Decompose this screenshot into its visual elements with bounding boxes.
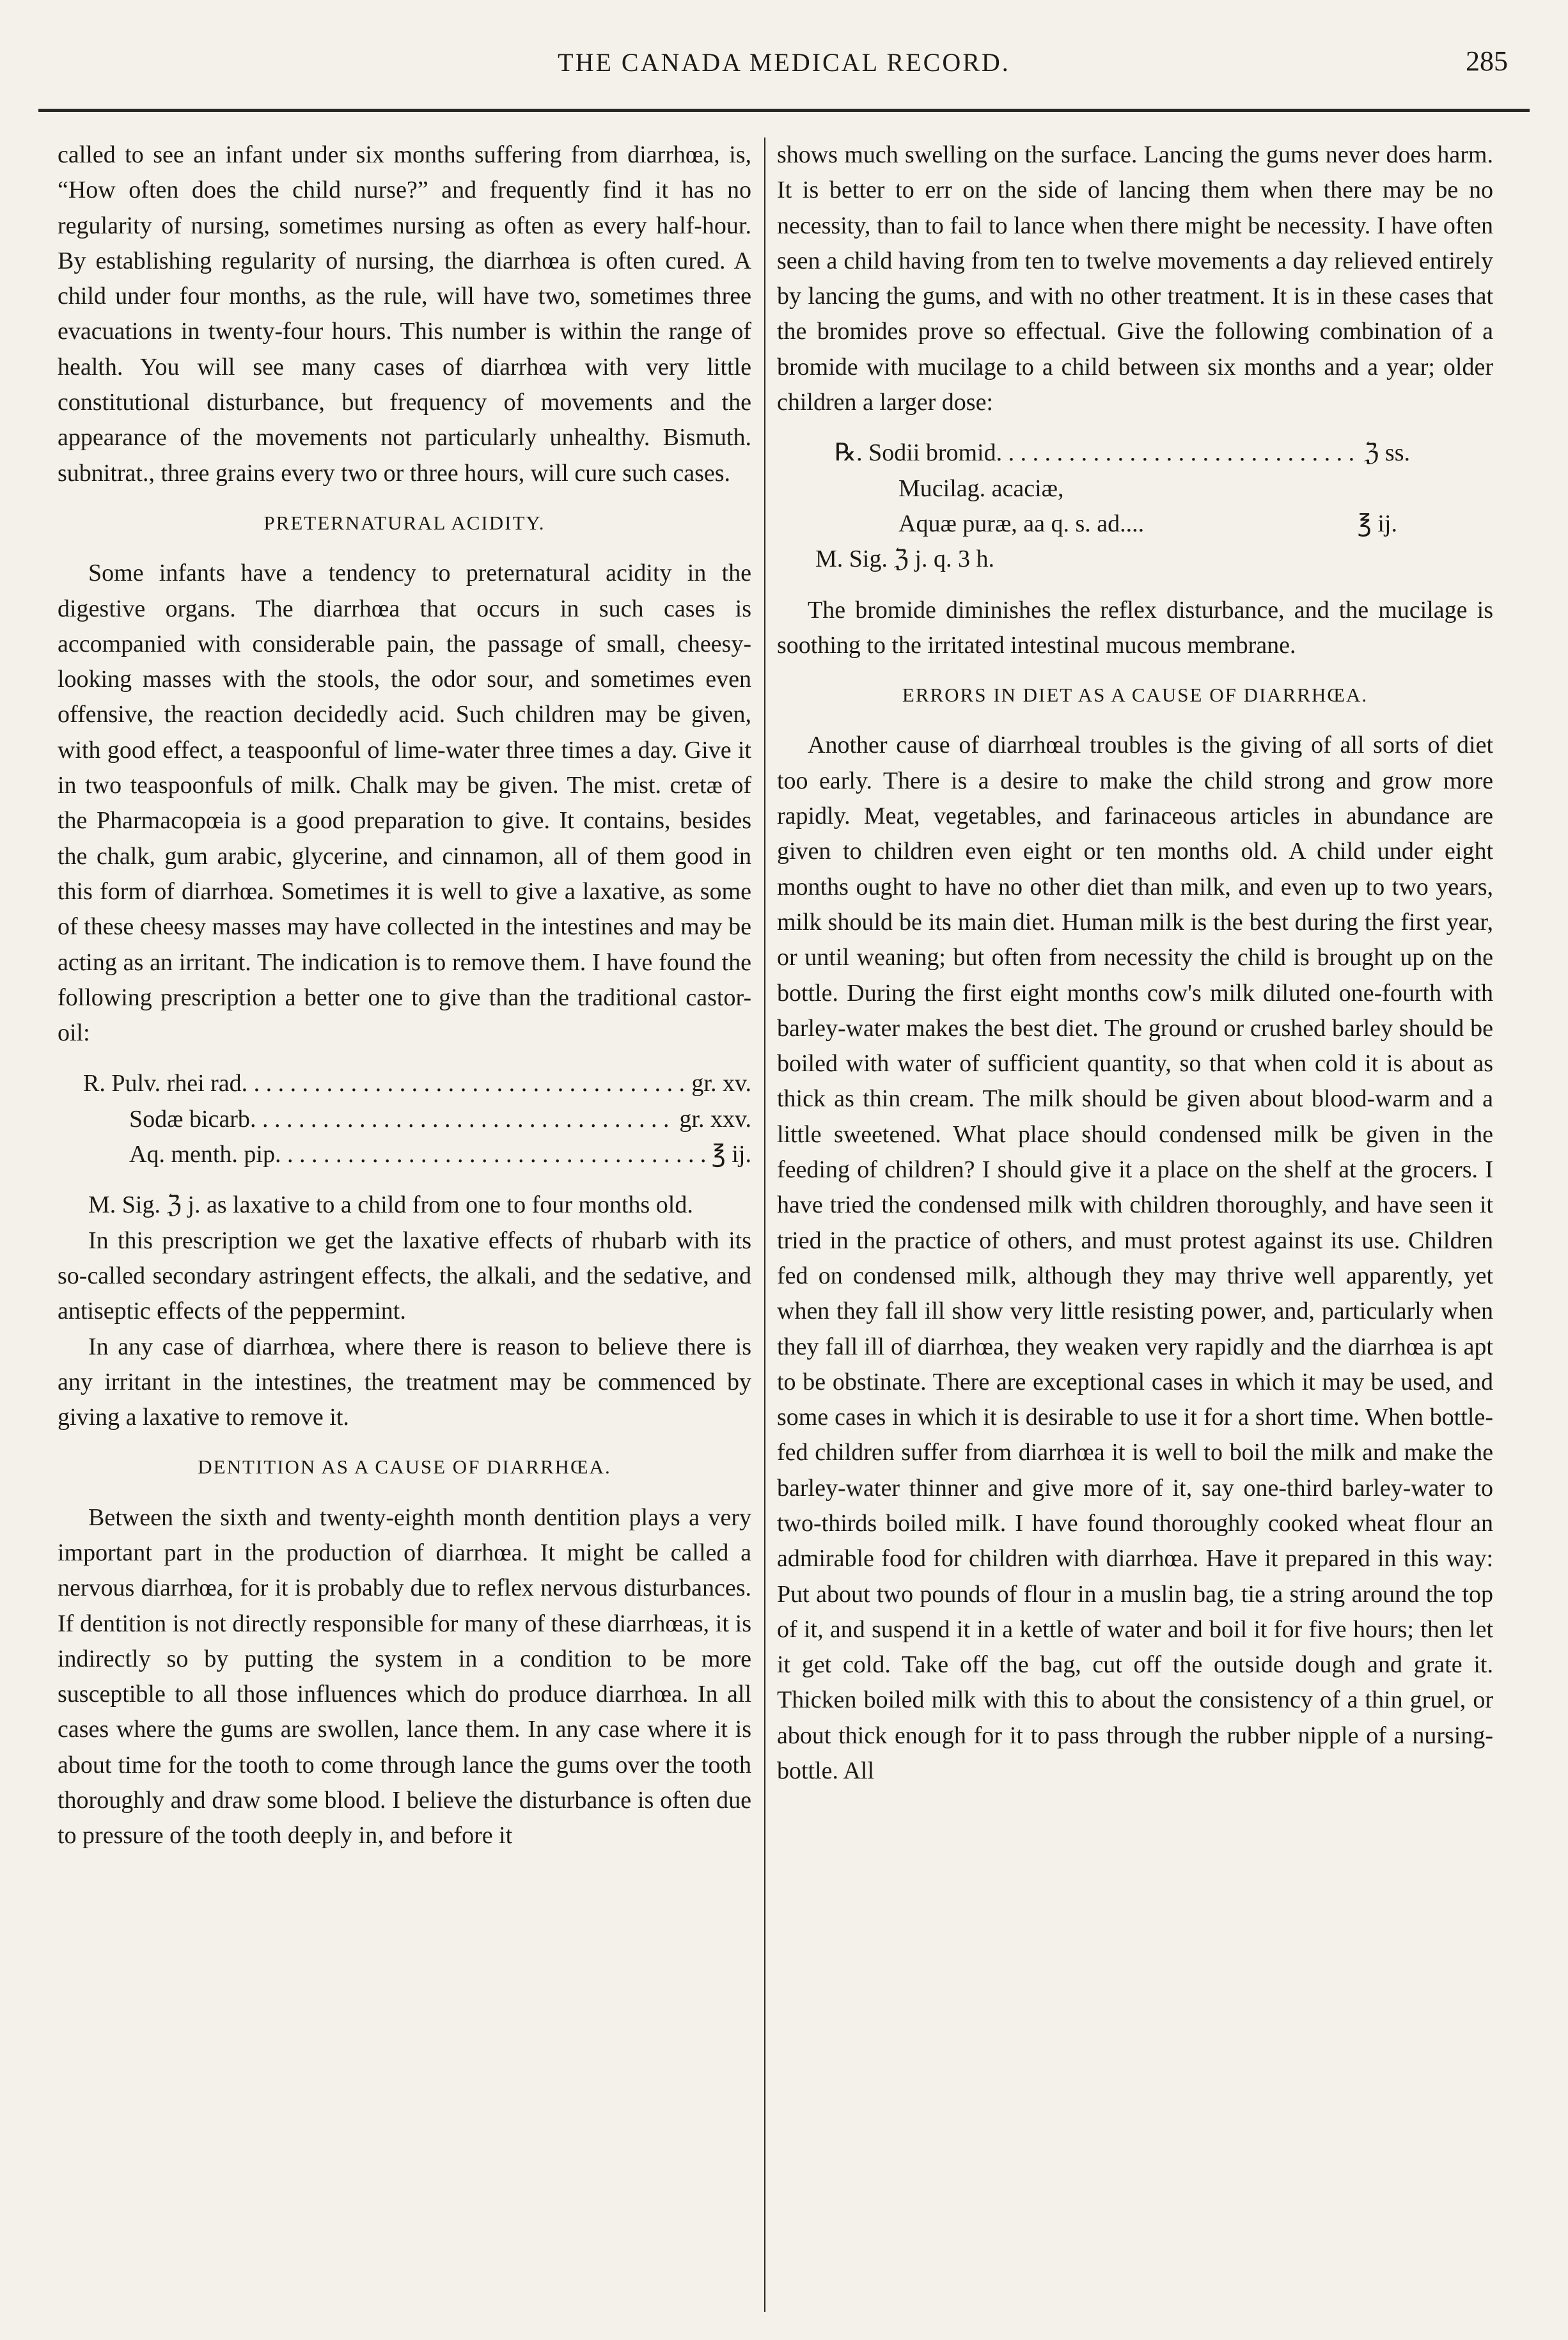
prescription-signature: M. Sig. ℨ j. q. 3 h. (815, 546, 994, 573)
dose: ℨ ss. (1364, 439, 1410, 467)
paragraph: The bromide diminishes the reflex disturbance, and the mucilage is soothing to the irritated intestinal mucous membrane. (777, 596, 1493, 659)
ingredient: R. Pulv. rhei rad (83, 1070, 242, 1097)
paragraph: Some infants have a tendency to preternatural acidity in the digestive organs. The diarrhœa that occurs in such cases is accompanied with considerable pain, the passage of small, cheesy-looking masses with the stools, the odor sour, and sometimes even offensive, the reaction decidedly acid. Such children may be given, with good effect, a teaspoonful of lime-water three times a day. Give it in two teaspoonfuls of milk. Chalk may be given. The mist. cretæ of the Pharmacopœia is a good preparation to give. It contains, besides the chalk, gum arabic, glycerine, and cinnamon, all of them good in this form of diarrhœa. Sometimes it is well to give a laxative, as some of these cheesy masses may have collected in the intestines and may be acting as an irritant. The indication is to remove them. I have found the following prescription a better one to give than the traditional castor-oil: (58, 560, 751, 1047)
dose: gr. xxv. (679, 1105, 751, 1133)
leader-dots (242, 1066, 686, 1101)
leader-dots (275, 1137, 705, 1172)
ingredient: ℞. Sodii bromid (835, 439, 996, 467)
prescription (58, 1066, 751, 1172)
ingredient: Sodæ bicarb (129, 1105, 250, 1133)
paragraph: called to see an infant under six months suffering from diarrhœa, is, “How often does the child nurse?” and frequently find it has no regularity of nursing, sometimes nursing as often as every half-hour. By establishing regularity of nursing, the diarrhœa is often cured. A child under four months, as the rule, will have two, sometimes three evacuations in twenty-four hours. This number is within the range of health. You will see many cases of diarrhœa with very little constitutional disturbance, but frequency of movements and the appearance of the movements not particularly unhealthy. Bismuth. subnitrat., three grains every two or three hours, will cure such cases. (58, 141, 751, 487)
ingredient: Aquæ puræ, aa q. s. ad.... (898, 510, 1145, 537)
paragraph: Between the sixth and twenty-eighth month dentition plays a very important part in the production of diarrhœa. It might be called a nervous diarrhœa, for it is probably due to reflex nervous disturbances. If dentition is not directly responsible for many of these diarrhœas, it is indirectly so by putting the system in a condition to be more susceptible to all those influences which do produce diarrhœa. In all cases where the gums are swollen, lance them. In any case where it is about time for the tooth to come through lance the gums over the tooth thoroughly and draw some blood. I believe the disturbance is often due to pressure of the tooth deeply in, and before it (58, 1504, 751, 1849)
page-number: 285 (1466, 45, 1508, 77)
prescription (777, 436, 1493, 577)
section-heading: DENTITION AS A CAUSE OF DIARRHŒA. (198, 1456, 611, 1479)
ingredient: Mucilag. acaciæ, (898, 475, 1064, 502)
prescription-line (58, 1066, 751, 1101)
paragraph: shows much swelling on the surface. Lancing the gums never does harm. It is better to err on the side of lancing them when there may be no necessity, than to fail to lance when there might be necessity. I have often seen a child having from ten to twelve movements a day relieved entirely by lancing the gums, and with no other treatment. It is in these cases that the bromides prove so effectual. Give the following combination of a bromide with mucilage to a child between six months and a year; older children a larger dose: (777, 141, 1493, 416)
prescription-line (777, 471, 1493, 506)
prescription-line (58, 1102, 751, 1137)
paragraph: Another cause of diarrhœal troubles is the giving of all sorts of diet too early. There is a desire to make the child strong and grow more rapidly. Meat, vegetables, and farinaceous articles in abundance are given to children even eight or ten months old. A child under eight months ought to have no other diet than milk, and even up to two years, milk should be its main diet. Human milk is the best during the first year, or until weaning; but often from necessity the child is brought up on the bottle. During the first eight months cow's milk diluted one-fourth with barley-water makes the best diet. The ground or crushed barley should be boiled with water of sufficient quantity, so that when cold it is about as thick as thin cream. The milk should be given about blood-warm and a little sweetened. What place should condensed milk be given in the feeding of children? I should give it a place on the shelf at the grocers. I have tried the condensed milk with children thoroughly, and have seen it tried in the practice of others, and must protest against its use. Children fed on condensed milk, although they may thrive well apparently, yet when they fall ill show very little resisting power, and, particularly when they fall ill of diarrhœa, they weaken very rapidly and the diarrhœa is apt to be obstinate. There are exceptional cases in which it may be used, and some cases in which it is desirable to use it for a short time. When bottle-fed children suffer from diarrhœa it is well to boil the milk and make the barley-water thinner and give more of it, say one-third barley-water to two-thirds boiled milk. I have found thoroughly cooked wheat flour an admirable food for children with diarrhœa. Have it prepared in this way: Put about two pounds of flour in a muslin bag, tie a string around the top of it, and suspend it in a kettle of water and boil it for five hours; then let it get cold. Take off the bag, cut off the outside dough and grate it. Thicken boiled milk with this to about the consistency of a thin gruel, or about thick enough for it to pass through the rubber nipple of a nursing-bottle. All (777, 732, 1493, 1785)
prescription-line (58, 1137, 751, 1172)
dose: ℥ ij. (711, 1141, 751, 1168)
dose: gr. xv. (691, 1070, 751, 1097)
prescription-signature: M. Sig. ℨ j. as laxative to a child from one to four months old. (88, 1191, 693, 1219)
paragraph: In any case of diarrhœa, where there is reason to believe there is any irritant in the intestines, the treatment may be commenced by giving a laxative to remove it. (58, 1333, 751, 1431)
running-head: THE CANADA MEDICAL RECORD. (558, 48, 1010, 77)
section-heading: ERRORS IN DIET AS A CAUSE OF DIARRHŒA. (902, 684, 1368, 707)
paragraph: In this prescription we get the laxative effects of rhubarb with its so-called secondary astringent effects, the alkali, and the sedative, and antiseptic effects of the peppermint. (58, 1227, 751, 1325)
column-rule (764, 137, 765, 2312)
right-column (777, 137, 1493, 2312)
leader-dots (250, 1102, 673, 1137)
leader-dots (996, 436, 1358, 471)
prescription-line (777, 436, 1410, 471)
dose: ℥ ij. (1357, 510, 1397, 537)
ingredient: Aq. menth. pip (129, 1141, 275, 1168)
left-column (58, 137, 751, 2312)
prescription-line (777, 506, 1397, 542)
page-header (38, 38, 1530, 112)
section-heading: PRETERNATURAL ACIDITY. (263, 511, 545, 534)
